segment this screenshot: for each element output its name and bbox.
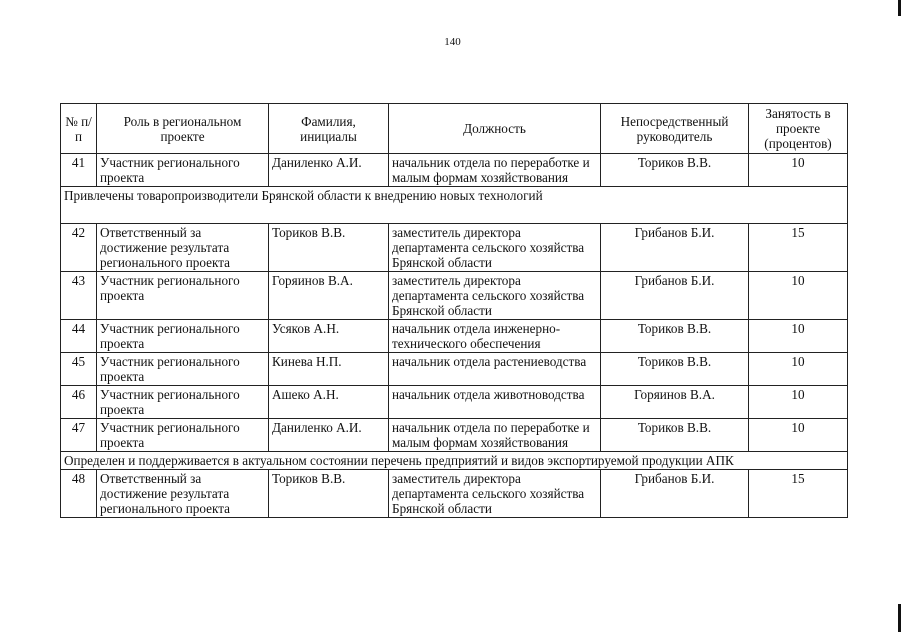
name-cell: Даниленко А.И. [269,419,389,452]
table-row [61,386,848,419]
table-row [61,154,848,187]
section-row [61,452,848,470]
table-row [61,320,848,353]
supervisor-cell: Грибанов Б.И. [601,470,749,518]
name-cell: Даниленко А.И. [269,154,389,187]
name-cell: Ториков В.В. [269,224,389,272]
section-title: Определен и поддерживается в актуальном состоянии перечень предприятий и видов экспортируемой продукции АПК [61,452,848,470]
position-cell: заместитель директора департамента сельского хозяйства Брянской области [389,470,601,518]
row-number: 48 [61,470,97,518]
table-row [61,419,848,452]
role-cell: Ответственный за достижение результата регионального проекта [97,224,269,272]
table-header-row [61,104,848,154]
scan-edge-mark [898,0,901,16]
header-supervisor: Непосредственный руководитель [601,104,749,154]
position-cell: начальник отдела инженерно-технического обеспечения [389,320,601,353]
position-cell: заместитель директора департамента сельского хозяйства Брянской области [389,224,601,272]
position-cell: заместитель директора департамента сельского хозяйства Брянской области [389,272,601,320]
supervisor-cell: Грибанов Б.И. [601,224,749,272]
role-cell: Участник регионального проекта [97,320,269,353]
table-row [61,470,848,518]
role-cell: Участник регионального проекта [97,419,269,452]
position-cell: начальник отдела растениеводства [389,353,601,386]
row-number: 44 [61,320,97,353]
header-position: Должность [389,104,601,154]
role-cell: Ответственный за достижение результата регионального проекта [97,470,269,518]
row-number: 43 [61,272,97,320]
supervisor-cell: Ториков В.В. [601,419,749,452]
name-cell: Ашеко А.Н. [269,386,389,419]
employment-cell: 10 [749,419,848,452]
row-number: 45 [61,353,97,386]
supervisor-cell: Горяинов В.А. [601,386,749,419]
name-cell: Горяинов В.А. [269,272,389,320]
supervisor-cell: Грибанов Б.И. [601,272,749,320]
role-cell: Участник регионального проекта [97,353,269,386]
section-title: Привлечены товаропроизводители Брянской области к внедрению новых технологий [61,187,848,224]
name-cell: Усяков А.Н. [269,320,389,353]
supervisor-cell: Ториков В.В. [601,353,749,386]
employment-cell: 15 [749,224,848,272]
supervisor-cell: Ториков В.В. [601,320,749,353]
employment-cell: 10 [749,320,848,353]
scan-edge-mark-bottom [898,604,901,632]
header-employment: Занятость в проекте (процентов) [749,104,848,154]
project-team-table [60,103,848,518]
header-role: Роль в региональном проекте [97,104,269,154]
position-cell: начальник отдела животноводства [389,386,601,419]
employment-cell: 10 [749,353,848,386]
position-cell: начальник отдела по переработке и малым формам хозяйствования [389,419,601,452]
supervisor-cell: Ториков В.В. [601,154,749,187]
section-row [61,187,848,224]
role-cell: Участник регионального проекта [97,272,269,320]
header-num: № п/п [61,104,97,154]
table-row [61,272,848,320]
row-number: 47 [61,419,97,452]
row-number: 46 [61,386,97,419]
table-row [61,224,848,272]
name-cell: Ториков В.В. [269,470,389,518]
employment-cell: 10 [749,154,848,187]
row-number: 42 [61,224,97,272]
role-cell: Участник регионального проекта [97,386,269,419]
employment-cell: 10 [749,272,848,320]
name-cell: Кинева Н.П. [269,353,389,386]
employment-cell: 10 [749,386,848,419]
position-cell: начальник отдела по переработке и малым формам хозяйствования [389,154,601,187]
employment-cell: 15 [749,470,848,518]
header-name: Фамилия, инициалы [269,104,389,154]
row-number: 41 [61,154,97,187]
page-number: 140 [444,36,461,48]
role-cell: Участник регионального проекта [97,154,269,187]
table-row [61,353,848,386]
